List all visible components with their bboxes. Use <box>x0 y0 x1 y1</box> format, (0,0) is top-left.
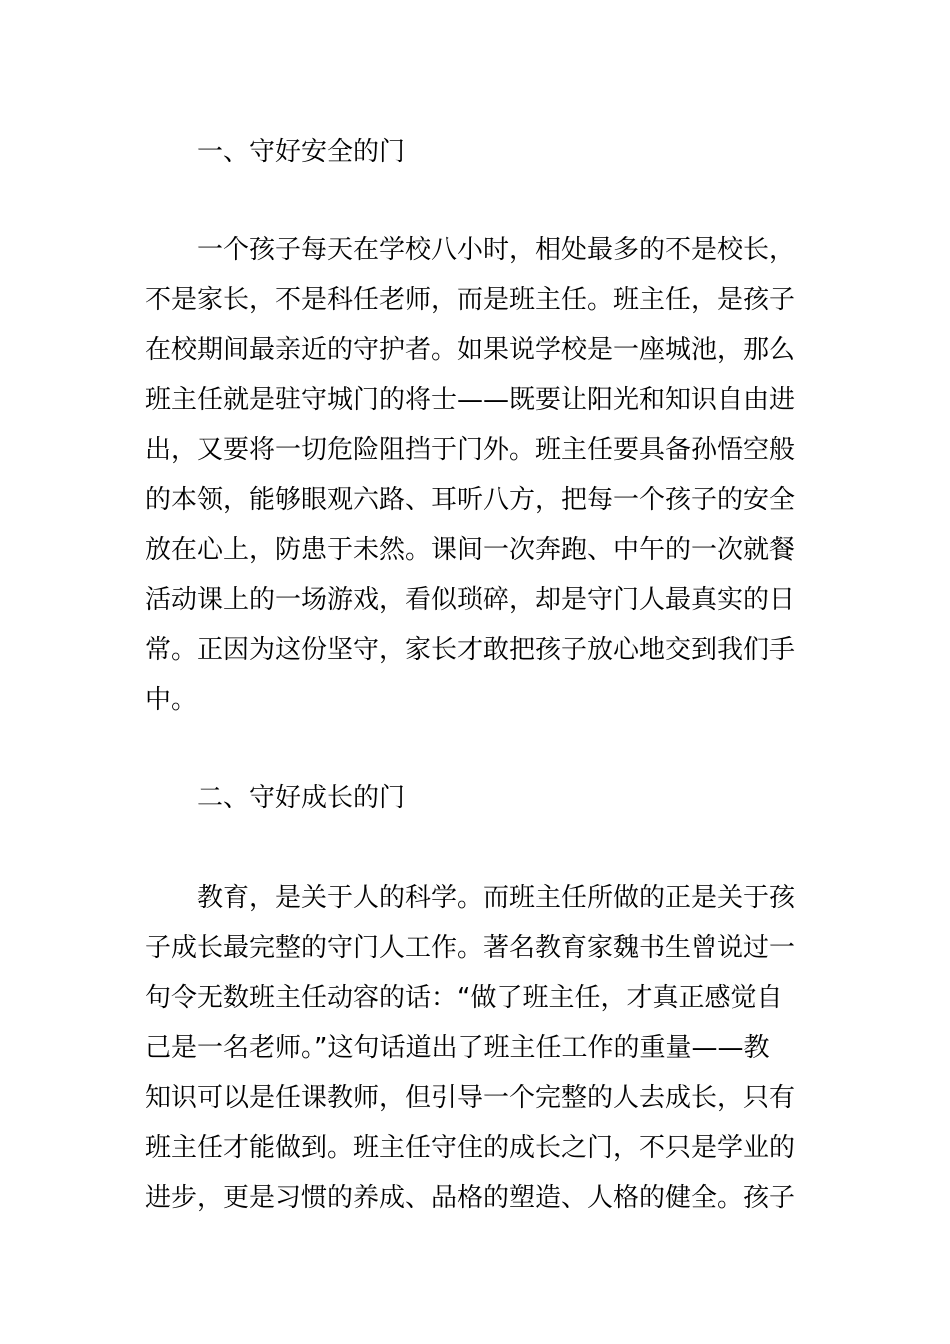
section-1-line-8: 活动课上的一场游戏，看似琐碎，却是守门人最真实的日 <box>145 585 796 615</box>
section-1-line-4: 班主任就是驻守城门的将士——既要让阳光和知识自由进 <box>145 385 796 415</box>
section-1-line-10: 中。 <box>145 685 198 715</box>
section-2-line-7: 进步，更是习惯的养成、品格的塑造、人格的健全。孩子 <box>145 1183 796 1213</box>
section-1-line-6: 的本领，能够眼观六路、耳听八方，把每一个孩子的安全 <box>145 485 796 515</box>
section-1-line-7: 放在心上，防患于未然。课间一次奔跑、中午的一次就餐 <box>145 535 796 565</box>
section-2-heading: 二、守好成长的门 <box>197 783 406 813</box>
section-1-line-2: 不是家长，不是科任老师，而是班主任。班主任，是孩子 <box>145 285 796 315</box>
section-2-line-6: 班主任才能做到。班主任守住的成长之门，不只是学业的 <box>145 1133 796 1163</box>
section-2-line-4: 己是一名老师。”这句话道出了班主任工作的重量——教 <box>145 1033 770 1063</box>
section-1-line-3: 在校期间最亲近的守护者。如果说学校是一座城池，那么 <box>145 335 796 365</box>
section-2-line-2: 子成长最完整的守门人工作。著名教育家魏书生曾说过一 <box>145 933 796 963</box>
section-1-line-9: 常。正因为这份坚守，家长才敢把孩子放心地交到我们手 <box>145 635 796 665</box>
section-2-line-3: 句令无数班主任动容的话：“做了班主任，才真正感觉自 <box>145 983 783 1013</box>
section-1-heading: 一、守好安全的门 <box>197 137 406 167</box>
section-2-line-5: 知识可以是任课教师，但引导一个完整的人去成长，只有 <box>145 1083 796 1113</box>
section-1-line-1: 一个孩子每天在学校八小时，相处最多的不是校长， <box>197 235 796 265</box>
section-1-line-5: 出，又要将一切危险阻挡于门外。班主任要具备孙悟空般 <box>145 435 796 465</box>
section-2-line-1: 教育，是关于人的科学。而班主任所做的正是关于孩 <box>197 883 796 913</box>
